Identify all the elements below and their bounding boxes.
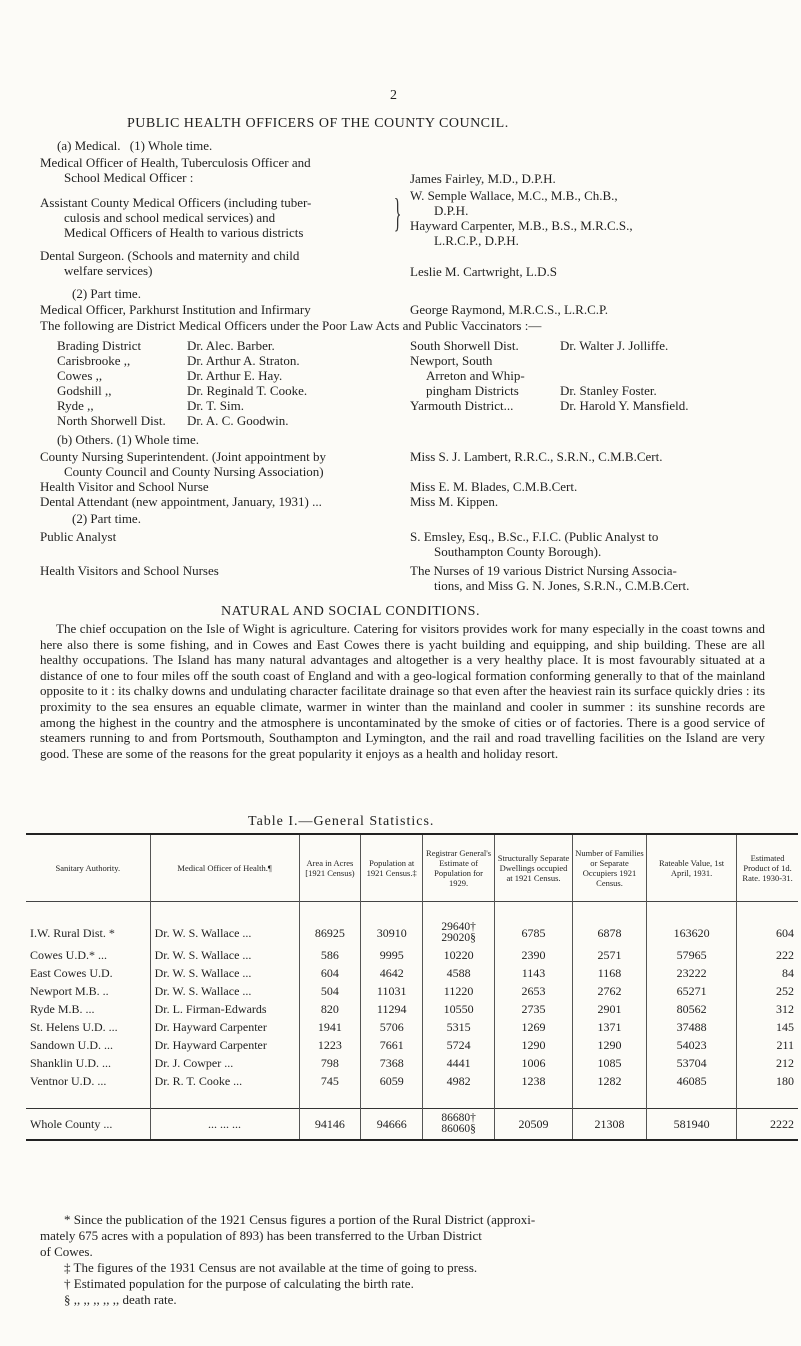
- district-row: [410, 383, 689, 398]
- col-header: Rateable Value, 1st April, 1931.: [646, 834, 736, 902]
- district-row: [57, 368, 307, 383]
- cell-area: 1941: [299, 1018, 361, 1036]
- cell-product: 312: [737, 1000, 798, 1018]
- statistics-table: [26, 833, 798, 1141]
- district-doctor: Dr. Harold Y. Mansfield.: [560, 398, 689, 413]
- table-total-row: [26, 1109, 798, 1141]
- cell-est: 5315: [423, 1018, 495, 1036]
- cell-product: 211: [737, 1036, 798, 1054]
- cell-dwell: 2735: [495, 1000, 573, 1018]
- cell-authority: Shanklin U.D. ...: [30, 1055, 111, 1070]
- table-row: [26, 1054, 798, 1072]
- asst-names: [410, 188, 633, 248]
- natural-paragraph: The chief occupation on the Isle of Wight is agriculture. Catering for visitors provides work for many especially in the coast towns and here also there is some fishing, and in Cowes and East Cowes there is yacht building and equipping, and ship building. These are all healthy occupations. The Island has many natural advantages and altogether is a very healthy place. It is most favourably situated at a distance of one to four miles off the south coast of England and with a geo-logical formation conforming generally to that of the mainland opposite to it : its chalky downs and undulating character facilitate drainage so that even after the heaviest rain its surface quickly dries : its proximity to the sea ensures an equable climate, warmer in winter than the mainland and cooler in summer : its sunshine records are among the highest in the country and the atmosphere is uncontaminated by the smoke of cities or of factories. There is a good service of steamers running to and from Portsmouth, Southampton and Lymington, and the rail and road travelling facilities on the Island are very good. These are some of the reasons for the great popularity it enjoys as a health and holiday resort.: [40, 621, 765, 761]
- district-row: [57, 383, 307, 398]
- cell-rate: 57965: [646, 946, 736, 964]
- cell-rate: 163620: [646, 920, 736, 946]
- dental-name: Leslie M. Cartwright, L.D.S: [410, 264, 557, 279]
- cell-dwell: 1143: [495, 964, 573, 982]
- cell-pop: 6059: [361, 1072, 423, 1090]
- est-birth: 86680†: [441, 1111, 476, 1124]
- cell-moh: Dr. Hayward Carpenter: [150, 1018, 299, 1036]
- est-death: 86060§: [441, 1122, 476, 1135]
- district-name: Newport, South: [410, 353, 493, 368]
- footnote-star-3: of Cowes.: [40, 1244, 93, 1259]
- part-time-2: (2) Part time.: [72, 286, 141, 301]
- cell-dwell: 1006: [495, 1054, 573, 1072]
- table-row: [26, 982, 798, 1000]
- table-spacer: [26, 902, 798, 921]
- medical-label: [57, 138, 212, 154]
- page-number: 2: [390, 88, 397, 103]
- cell-area: 745: [299, 1072, 361, 1090]
- district-doctor: Dr. Stanley Foster.: [560, 383, 657, 398]
- district-doctor: Dr. T. Sim.: [187, 398, 244, 413]
- others-b: (b) Others. (1) Whole time.: [57, 432, 199, 447]
- cell-authority: Cowes U.D.* ...: [30, 947, 107, 962]
- cell-product: 145: [737, 1018, 798, 1036]
- cell-area: 798: [299, 1054, 361, 1072]
- district-doctor: Dr. Reginald T. Cooke.: [187, 383, 308, 398]
- table-row: [26, 964, 798, 982]
- cell-dwell: 6785: [495, 920, 573, 946]
- cell-fam: 21308: [573, 1109, 647, 1141]
- parkhurst-role: Medical Officer, Parkhurst Institution and Infirmary: [40, 302, 311, 317]
- nursing-sup2: County Council and County Nursing Association): [64, 464, 324, 479]
- col-header: Sanitary Authority.: [55, 863, 121, 873]
- col-header: Structurally Separate Dwellings occupied at 1921 Census.: [495, 834, 573, 902]
- cell-area: 1223: [299, 1036, 361, 1054]
- cell-product: 180: [737, 1072, 798, 1090]
- cell-est: 10220: [423, 946, 495, 964]
- table-row: [26, 1036, 798, 1054]
- table-title: Table I.—General Statistics.: [248, 814, 435, 829]
- asst-name2b: L.R.C.P., D.P.H.: [434, 233, 519, 248]
- cell-rate: 23222: [646, 964, 736, 982]
- cell-fam: 2571: [573, 946, 647, 964]
- cell-area: 86925: [299, 920, 361, 946]
- cell-pop: 5706: [361, 1018, 423, 1036]
- cell-dwell: 2390: [495, 946, 573, 964]
- cell-moh: Dr. W. S. Wallace ...: [150, 982, 299, 1000]
- part-time-b2: (2) Part time.: [72, 511, 141, 526]
- cell-rate: 53704: [646, 1054, 736, 1072]
- cell-fam: 2762: [573, 982, 647, 1000]
- cell-dwell: 1238: [495, 1072, 573, 1090]
- cell-moh: Dr. Hayward Carpenter: [150, 1036, 299, 1054]
- district-name: Carisbrooke ,,: [57, 353, 131, 368]
- cell-moh: ... ... ...: [150, 1109, 299, 1141]
- cell-dwell: 2653: [495, 982, 573, 1000]
- district-row: [57, 338, 307, 353]
- cell-pop: 7368: [361, 1054, 423, 1072]
- est-death: 29020§: [441, 931, 476, 944]
- cell-area: 586: [299, 946, 361, 964]
- col-header: Medical Officer of Health.¶: [150, 834, 299, 902]
- cell-authority: East Cowes U.D.: [30, 965, 113, 980]
- district-name: South Shorwell Dist.: [410, 338, 519, 353]
- cell-authority: Ryde M.B. ...: [30, 1001, 95, 1016]
- asst-name1a: W. Semple Wallace, M.C., M.B., Ch.B.,: [410, 188, 618, 203]
- cell-fam: 1282: [573, 1072, 647, 1090]
- district-name: Yarmouth District...: [410, 398, 514, 413]
- table-row: [26, 1000, 798, 1018]
- cell-pop: 7661: [361, 1036, 423, 1054]
- cell-rate: 65271: [646, 982, 736, 1000]
- cell-fam: 1371: [573, 1018, 647, 1036]
- cell-pop: 94666: [361, 1109, 423, 1141]
- table-row: [26, 1018, 798, 1036]
- district-row: [410, 398, 689, 413]
- nursing-sup-role: [40, 449, 326, 479]
- cell-est: 5724: [423, 1036, 495, 1054]
- cell-product: 222: [737, 946, 798, 964]
- cell-moh: Dr. L. Firman-Edwards: [150, 1000, 299, 1018]
- district-name: Brading District: [57, 338, 142, 353]
- table-row: [26, 1072, 798, 1090]
- col-header: Number of Families or Separate Occupiers 1921 Census.: [573, 834, 647, 902]
- district-doctor: Dr. Arthur E. Hay.: [187, 368, 283, 383]
- cell-est: [423, 920, 495, 946]
- cell-moh: Dr. W. S. Wallace ...: [150, 964, 299, 982]
- cell-rate: 80562: [646, 1000, 736, 1018]
- cell-dwell: 20509: [495, 1109, 573, 1141]
- nursing-sup1: County Nursing Superintendent. (Joint appointment by: [40, 449, 326, 464]
- district-name: Ryde ,,: [57, 398, 94, 413]
- nursing-sup-name: Miss S. J. Lambert, R.R.C., S.R.N., C.M.B.Cert.: [410, 449, 663, 464]
- cell-est: [423, 1109, 495, 1141]
- cell-product: 604: [737, 920, 798, 946]
- est-birth: 29640†: [441, 920, 476, 933]
- dental-line1: Dental Surgeon. (Schools and maternity and child: [40, 248, 300, 263]
- asst-name1b: D.P.H.: [434, 203, 469, 218]
- health-visitor-name: Miss E. M. Blades, C.M.B.Cert.: [410, 479, 578, 494]
- cell-pop: 30910: [361, 920, 423, 946]
- district-name: Arreton and Whip-: [426, 368, 525, 383]
- cell-moh: Dr. R. T. Cooke ...: [150, 1072, 299, 1090]
- asst-line1: Assistant County Medical Officers (including tuber-: [40, 195, 312, 210]
- district-right-list: [410, 338, 689, 413]
- following-line: The following are District Medical Officers under the Poor Law Acts and Public Vaccinators :—: [40, 318, 542, 333]
- cell-dwell: 1269: [495, 1018, 573, 1036]
- cell-fam: 1290: [573, 1036, 647, 1054]
- footnote-double-dagger: ‡ The figures of the 1931 Census are not available at the time of going to press.: [64, 1260, 478, 1275]
- cell-dwell: 1290: [495, 1036, 573, 1054]
- cell-rate: 37488: [646, 1018, 736, 1036]
- col-header: Estimated Product of 1d. Rate. 1930-31.: [737, 834, 798, 902]
- cell-est: 4982: [423, 1072, 495, 1090]
- cell-product: 212: [737, 1054, 798, 1072]
- district-name: Cowes ,,: [57, 368, 103, 383]
- cell-area: 504: [299, 982, 361, 1000]
- district-doctor: Dr. A. C. Goodwin.: [187, 413, 289, 428]
- district-row: [410, 338, 689, 353]
- cell-est: 4588: [423, 964, 495, 982]
- table-row: [26, 920, 798, 946]
- hv-nurses-role: Health Visitors and School Nurses: [40, 563, 219, 578]
- public-analyst-name2: Southampton County Borough).: [434, 544, 602, 559]
- district-doctor: Dr. Alec. Barber.: [187, 338, 275, 353]
- cell-moh: Dr. J. Cowper ...: [150, 1054, 299, 1072]
- hv-nurses-names: [410, 563, 689, 593]
- asst-line2: culosis and school medical services) and: [64, 210, 276, 225]
- district-left-list: [57, 338, 307, 428]
- cell-product: 84: [737, 964, 798, 982]
- cell-fam: 6878: [573, 920, 647, 946]
- cell-est: 4441: [423, 1054, 495, 1072]
- district-row: [57, 413, 307, 428]
- moh-role: [40, 155, 311, 185]
- moh-line2: School Medical Officer :: [64, 170, 194, 185]
- dental-role: [40, 248, 299, 278]
- cell-area: 604: [299, 964, 361, 982]
- dental-attendant-role: Dental Attendant (new appointment, January, 1931) ...: [40, 494, 322, 509]
- cell-pop: 9995: [361, 946, 423, 964]
- asst-name2a: Hayward Carpenter, M.B., B.S., M.R.C.S.,: [410, 218, 633, 233]
- cell-area: 94146: [299, 1109, 361, 1141]
- cell-pop: 11031: [361, 982, 423, 1000]
- hv-nurses-name2: tions, and Miss G. N. Jones, S.R.N., C.M.B.Cert.: [434, 578, 690, 593]
- district-doctor: Dr. Arthur A. Straton.: [187, 353, 300, 368]
- col-header: Area in Acres [1921 Census): [299, 834, 361, 902]
- cell-authority: Newport M.B. ..: [30, 983, 109, 998]
- footnote-star: * Since the publication of the 1921 Census figures a portion of the Rural District (approxi-: [64, 1212, 536, 1227]
- cell-authority: St. Helens U.D. ...: [30, 1019, 118, 1034]
- cell-pop: 4642: [361, 964, 423, 982]
- moh-name: James Fairley, M.D., D.P.H.: [410, 171, 556, 186]
- table-spacer: [26, 1090, 798, 1109]
- table-row: [26, 946, 798, 964]
- cell-authority: Whole County ...: [30, 1116, 113, 1131]
- cell-pop: 11294: [361, 1000, 423, 1018]
- cell-fam: 2901: [573, 1000, 647, 1018]
- moh-line1: Medical Officer of Health, Tuberculosis Officer and: [40, 155, 311, 170]
- cell-est: 10550: [423, 1000, 495, 1018]
- medical-a: (a) Medical.: [57, 138, 121, 153]
- officers-heading: PUBLIC HEALTH OFFICERS OF THE COUNTY COUNCIL.: [127, 116, 509, 131]
- col-header: Registrar General's Estimate of Population for 1929.: [423, 834, 495, 902]
- district-row: [57, 353, 307, 368]
- district-name: North Shorwell Dist.: [57, 413, 166, 428]
- cell-authority: Sandown U.D. ...: [30, 1037, 113, 1052]
- whole-time-1: (1) Whole time.: [129, 138, 213, 153]
- brace-icon: }: [393, 190, 402, 235]
- district-row: [57, 398, 307, 413]
- cell-rate: 46085: [646, 1072, 736, 1090]
- cell-rate: 54023: [646, 1036, 736, 1054]
- cell-fam: 1085: [573, 1054, 647, 1072]
- cell-moh: Dr. W. S. Wallace ...: [150, 946, 299, 964]
- footnote-section: § ,, ,, ,, ,, ,, death rate.: [64, 1292, 177, 1307]
- cell-authority: Ventnor U.D. ...: [30, 1073, 107, 1088]
- footnotes: [40, 1212, 770, 1308]
- public-analyst-name1: S. Emsley, Esq., B.Sc., F.I.C. (Public Analyst to: [410, 529, 659, 544]
- table-header-row: [26, 834, 798, 902]
- cell-rate: 581940: [646, 1109, 736, 1141]
- cell-moh: Dr. W. S. Wallace ...: [150, 920, 299, 946]
- hv-nurses-name1: The Nurses of 19 various District Nursing Associa-: [410, 563, 677, 578]
- dental-attendant-name: Miss M. Kippen.: [410, 494, 499, 509]
- cell-fam: 1168: [573, 964, 647, 982]
- district-doctor: Dr. Walter J. Jolliffe.: [560, 338, 669, 353]
- cell-area: 820: [299, 1000, 361, 1018]
- natural-heading: NATURAL AND SOCIAL CONDITIONS.: [221, 604, 480, 619]
- cell-est: 11220: [423, 982, 495, 1000]
- public-analyst-role: Public Analyst: [40, 529, 117, 544]
- dental-line2: welfare services): [64, 263, 153, 278]
- cell-product: 2222: [737, 1109, 798, 1141]
- footnote-star-2: mately 675 acres with a population of 893) has been transferred to the Urban District: [40, 1228, 482, 1243]
- district-name: Godshill ,,: [57, 383, 112, 398]
- cell-authority: I.W. Rural Dist. *: [30, 925, 115, 940]
- footnote-dagger: † Estimated population for the purpose of calculating the birth rate.: [64, 1276, 414, 1291]
- public-analyst-names: [410, 529, 658, 559]
- health-visitor-role: Health Visitor and School Nurse: [40, 479, 209, 494]
- parkhurst-name: George Raymond, M.R.C.S., L.R.C.P.: [410, 302, 609, 317]
- cell-product: 252: [737, 982, 798, 1000]
- asst-role: [40, 195, 311, 240]
- district-name: pingham Districts: [426, 383, 519, 398]
- asst-line3: Medical Officers of Health to various districts: [64, 225, 304, 240]
- col-header: Population at 1921 Census.‡: [361, 834, 423, 902]
